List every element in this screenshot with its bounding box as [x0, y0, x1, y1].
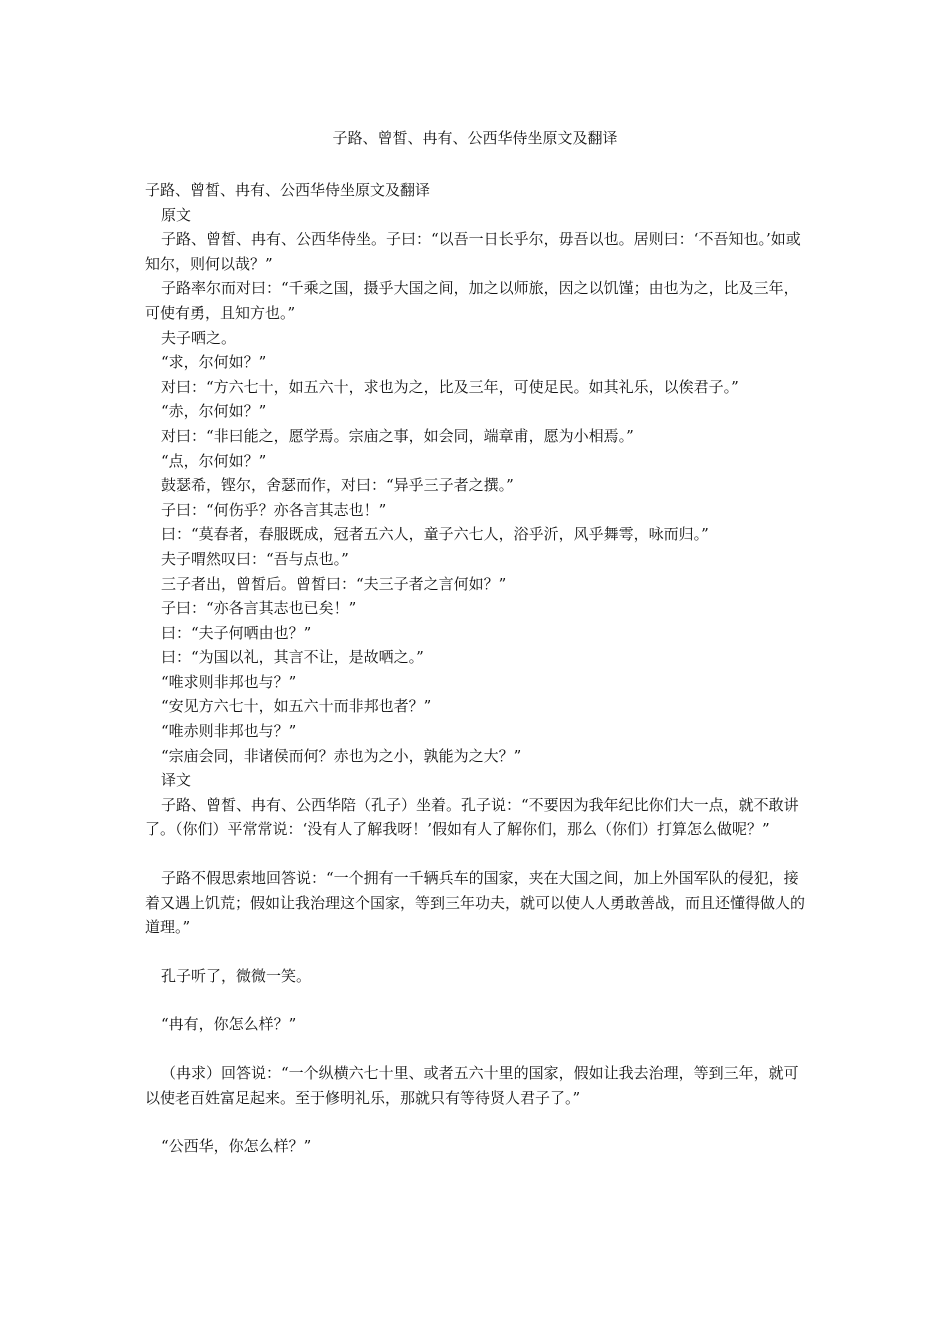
original-paragraph: 三子者出，曾皙后。曾皙曰：“夫三子者之言何如？”	[161, 574, 507, 593]
original-paragraph: 曰：“为国以礼，其言不让，是故哂之。”	[161, 648, 424, 667]
original-paragraph: 子曰：“亦各言其志也已矣！”	[161, 599, 357, 618]
document-subtitle: 子路、曾皙、冉有、公西华侍坐原文及翻译	[145, 181, 431, 199]
original-paragraph: “唯求则非邦也与？”	[161, 672, 297, 691]
original-paragraph: “求，尔何如？”	[161, 353, 267, 372]
original-paragraph: 子路、曾皙、冉有、公西华侍坐。子曰：“以吾一日长乎尔，毋吾以也。居则曰：‘不吾知也。’如或知尔，则何以哉？”	[145, 230, 801, 273]
original-paragraph: “点，尔何如？”	[161, 451, 267, 470]
original-paragraph: 对曰：“非曰能之，愿学焉。宗庙之事，如会同，端章甫，愿为小相焉。”	[161, 426, 634, 445]
translation-paragraph: “冉有，你怎么样？”	[161, 1015, 297, 1034]
document-body	[145, 178, 805, 1159]
original-paragraph: 鼓瑟希，铿尔，舍瑟而作，对曰：“异乎三子者之撰。”	[161, 476, 514, 495]
original-paragraph: “唯赤则非邦也与？”	[161, 722, 297, 741]
original-paragraph: 夫子喟然叹曰：“吾与点也。”	[161, 549, 349, 568]
original-paragraph: 夫子哂之。	[161, 328, 237, 347]
original-paragraph: 子路率尔而对曰：“千乘之国，摄乎大国之间，加之以师旅，因之以饥馑；由也为之，比及三年，可使有勇，且知方也。”	[145, 279, 799, 322]
translation-paragraph: “公西华，你怎么样？”	[161, 1137, 312, 1156]
translation-paragraph: 子路、曾皙、冉有、公西华陪（孔子）坐着。孔子说：“不要因为我年纪比你们大一点，就不敢讲了。（你们）平常常说：‘没有人了解我呀！’假如有人了解你们，那么（你们）打算怎么做呢？”	[145, 795, 799, 839]
original-paragraph: 曰：“夫子何哂由也？”	[161, 623, 312, 642]
original-paragraph: 对曰：“方六七十，如五六十，求也为之，比及三年，可使足民。如其礼乐，以俟君子。”	[161, 377, 739, 396]
original-paragraph: “赤，尔何如？”	[161, 402, 267, 421]
translation-heading: 译文	[161, 771, 192, 790]
original-paragraph: 曰：“莫春者，春服既成，冠者五六人，童子六七人，浴乎沂，风乎舞雩，咏而归。”	[161, 525, 709, 544]
original-heading: 原文	[161, 205, 192, 224]
document-title: 子路、曾皙、冉有、公西华侍坐原文及翻译	[332, 129, 618, 147]
original-paragraph: “宗庙会同，非诸侯而何？赤也为之小，孰能为之大？”	[161, 746, 522, 765]
original-paragraph: “安见方六七十，如五六十而非邦也者？”	[161, 697, 432, 716]
original-paragraph: 子曰：“何伤乎？亦各言其志也！”	[161, 500, 387, 519]
translation-paragraph: 孔子听了，微微一笑。	[161, 966, 312, 985]
translation-paragraph: 子路不假思索地回答说：“一个拥有一千辆兵车的国家，夹在大国之间，加上外国军队的侵犯，接着又遇上饥荒；假如让我治理这个国家，等到三年功夫，就可以使人人勇敢善战，而且还懂得做人的道理。”	[145, 869, 806, 937]
translation-paragraph: （冉求）回答说：“一个纵横六七十里、或者五六十里的国家，假如让我去治理，等到三年，就可以使老百姓富足起来。至于修明礼乐，那就只有等待贤人君子了。”	[145, 1064, 799, 1107]
